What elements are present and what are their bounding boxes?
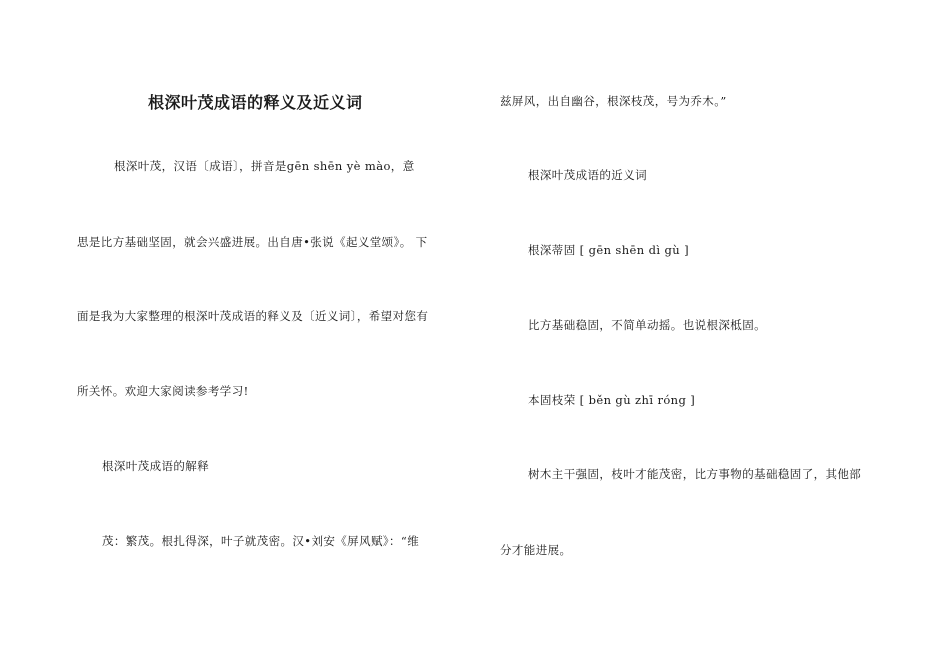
paragraph-line: 所关怀。欢迎大家阅读参考学习!	[77, 384, 249, 398]
synonym-entry: 本固枝荣 [ běn gù zhī róng ]	[528, 393, 696, 407]
paragraph-line: 树木主干强固，枝叶才能茂密，比方事物的基础稳固了，其他部	[528, 467, 862, 481]
paragraph-line: 思是比方基础坚固，就会兴盛进展。出自唐•张说《起义堂颂》。 下	[77, 235, 428, 249]
paragraph-line: 比方基础稳固，不简单动摇。也说根深柢固。	[528, 318, 766, 332]
paragraph-line: 根深叶茂，汉语〔成语〕，拼音是gēn shēn yè mào，意	[114, 159, 415, 173]
section-heading: 根深叶茂成语的近义词	[528, 168, 647, 182]
page-title: 根深叶茂成语的释义及近义词	[148, 93, 363, 112]
paragraph-line: 兹屏风，出自幽谷，根深枝茂，号为乔木。”	[500, 94, 727, 108]
paragraph-line: 茂：繁茂。根扎得深，叶子就茂密。汉•刘安《屏风赋》：“维	[102, 534, 420, 548]
section-heading: 根深叶茂成语的解释	[102, 459, 210, 473]
synonym-entry: 根深蒂固 [ gēn shēn dì gù ]	[528, 243, 690, 257]
paragraph-line: 面是我为大家整理的根深叶茂成语的释义及〔近义词〕，希望对您有	[77, 309, 429, 323]
paragraph-line: 分才能进展。	[500, 543, 572, 557]
